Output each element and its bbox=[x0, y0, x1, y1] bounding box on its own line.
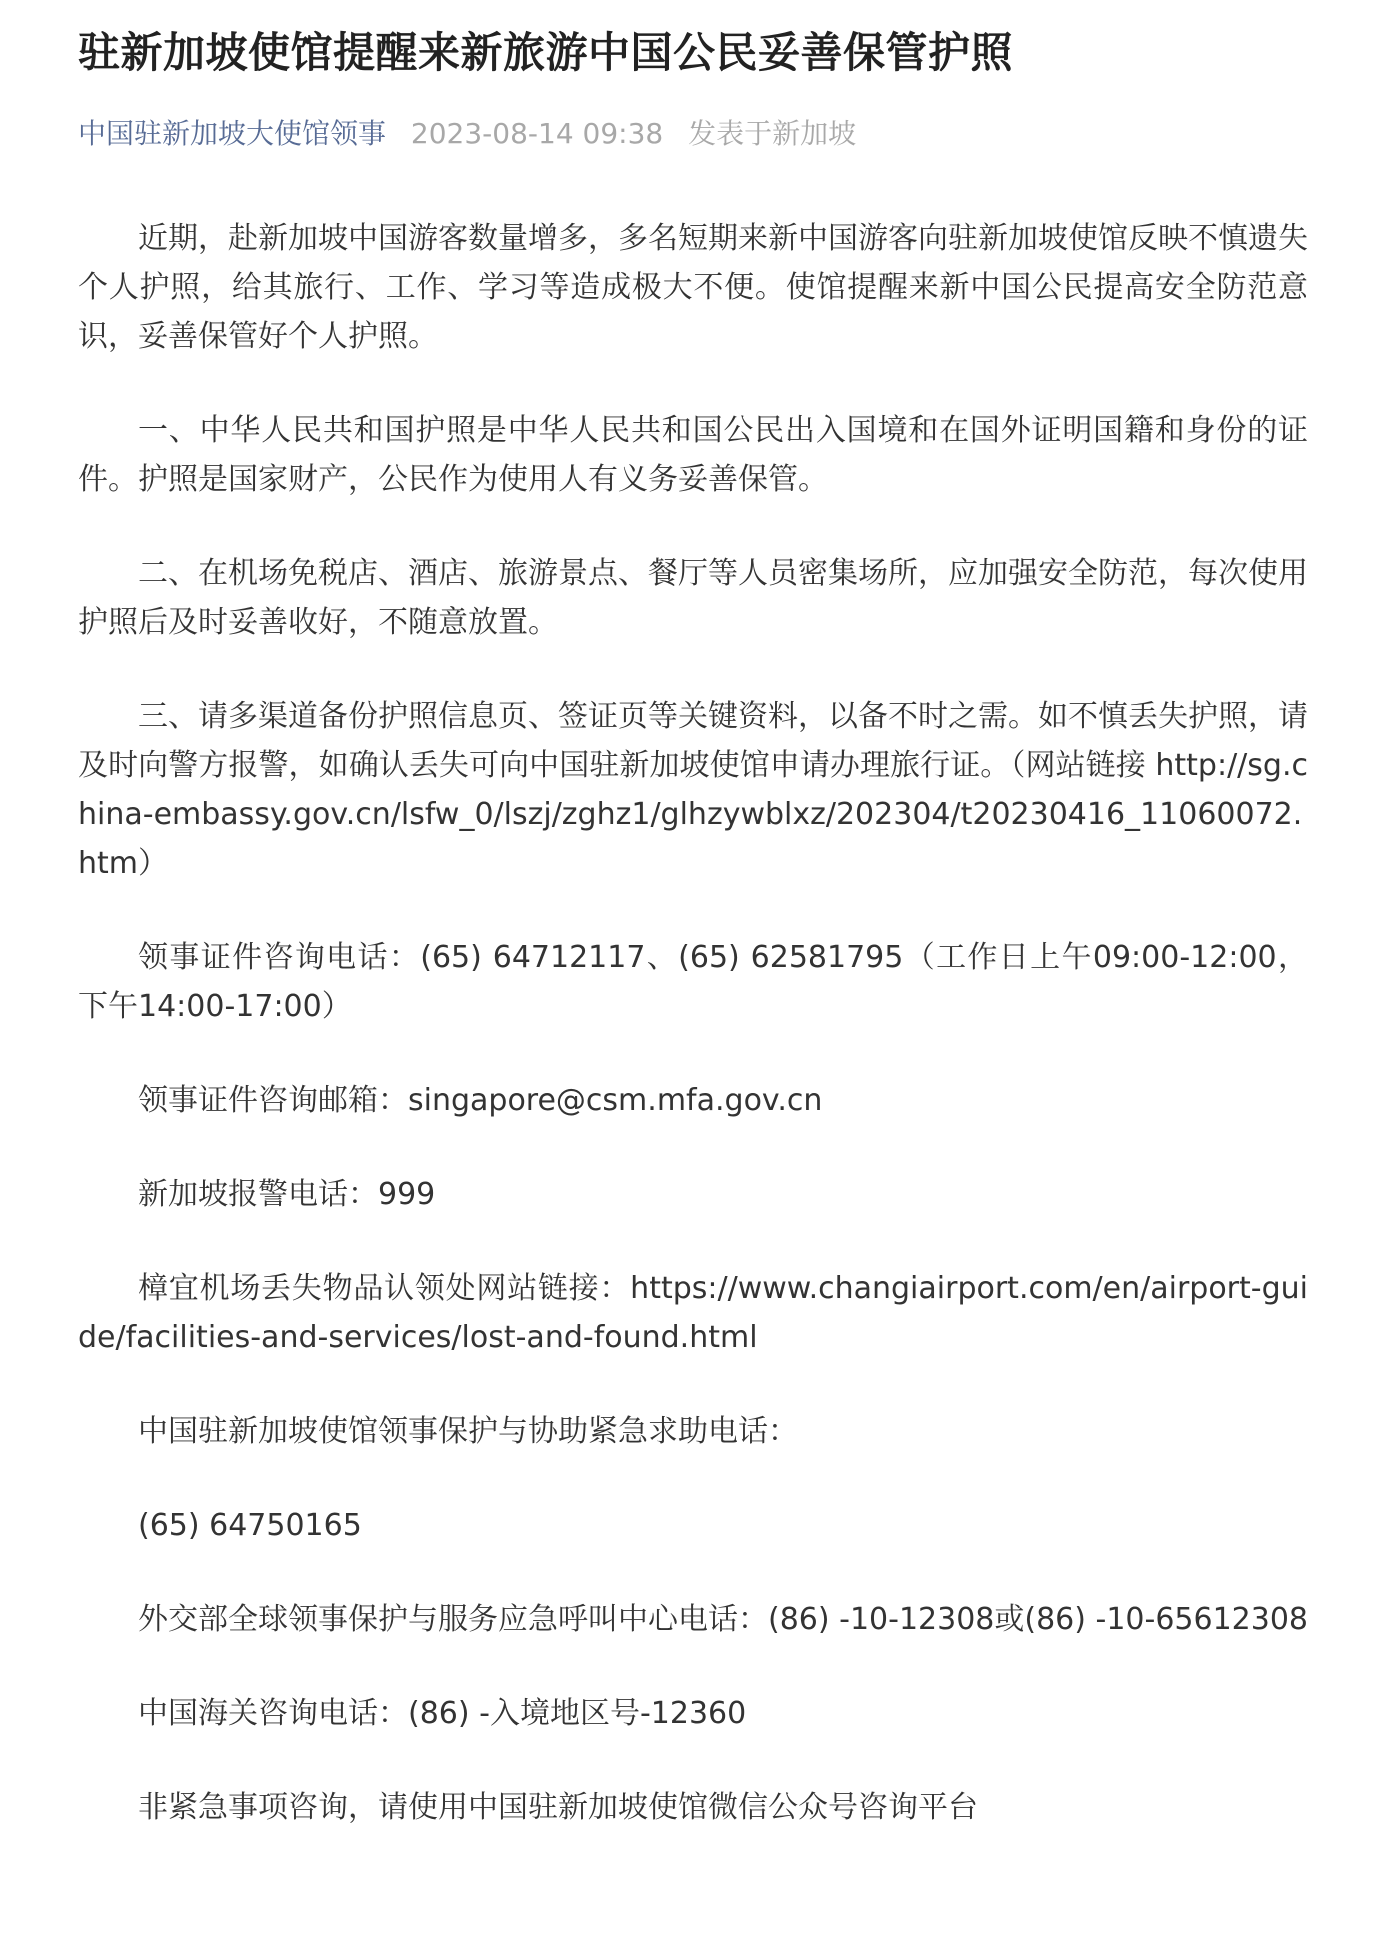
point-three-paragraph: 三、请多渠道备份护照信息页、签证页等关键资料，以备不时之需。如不慎丢失护照，请及时向警方报警，如确认丢失可向中国驻新加坡使馆申请办理旅行证。（网站链接 http://sg.china-embassy.gov.cn/lsfw_0/lszj/zghz1/glhzywblxz/202304/t20230416_11060072.htm） bbox=[78, 699, 1308, 881]
police-phone-paragraph: 新加坡报警电话：999 bbox=[138, 1177, 436, 1212]
consular-email-paragraph: 领事证件咨询邮箱：singapore@csm.mfa.gov.cn bbox=[138, 1083, 823, 1118]
publish-location: 发表于新加坡 bbox=[688, 117, 857, 150]
wechat-consult-paragraph: 非紧急事项咨询，请使用中国驻新加坡使馆微信公众号咨询平台 bbox=[138, 1790, 978, 1825]
changi-lost-found-paragraph: 樟宜机场丢失物品认领处网站链接：https://www.changiairport.com/en/airport-guide/facilities-and-services/lost-and-found.html bbox=[78, 1271, 1308, 1355]
point-one-paragraph: 一、中华人民共和国护照是中华人民共和国公民出入国境和在国外证明国籍和身份的证件。护照是国家财产，公民作为使用人有义务妥善保管。 bbox=[78, 413, 1308, 497]
emergency-phone-label: 中国驻新加坡使馆领事保护与协助紧急求助电话： bbox=[138, 1414, 798, 1449]
consular-phone-paragraph: 领事证件咨询电话：(65) 64712117、(65) 62581795（工作日上午09:00-12:00，下午14:00-17:00） bbox=[78, 940, 1308, 1024]
article-meta bbox=[78, 114, 1308, 154]
publish-time: 2023-08-14 09:38 bbox=[410, 117, 664, 150]
article-body bbox=[78, 214, 1308, 1832]
emergency-phone-number: (65) 64750165 bbox=[138, 1508, 362, 1543]
intro-paragraph: 近期，赴新加坡中国游客数量增多，多名短期来新中国游客向驻新加坡使馆反映不慎遗失个人护照，给其旅行、工作、学习等造成极大不便。使馆提醒来新中国公民提高安全防范意识，妥善保管好个人护照。 bbox=[78, 221, 1308, 354]
customs-phone-paragraph: 中国海关咨询电话：(86) -入境地区号-12360 bbox=[138, 1696, 747, 1731]
global-hotline-paragraph: 外交部全球领事保护与服务应急呼叫中心电话：(86) -10-12308或(86) -10-65612308 bbox=[138, 1602, 1309, 1637]
article-title: 驻新加坡使馆提醒来新旅游中国公民妥善保管护照 bbox=[78, 28, 1014, 77]
point-two-paragraph: 二、在机场免税店、酒店、旅游景点、餐厅等人员密集场所，应加强安全防范，每次使用护照后及时妥善收好，不随意放置。 bbox=[78, 556, 1308, 640]
account-name-link[interactable]: 中国驻新加坡大使馆领事 bbox=[78, 117, 387, 150]
